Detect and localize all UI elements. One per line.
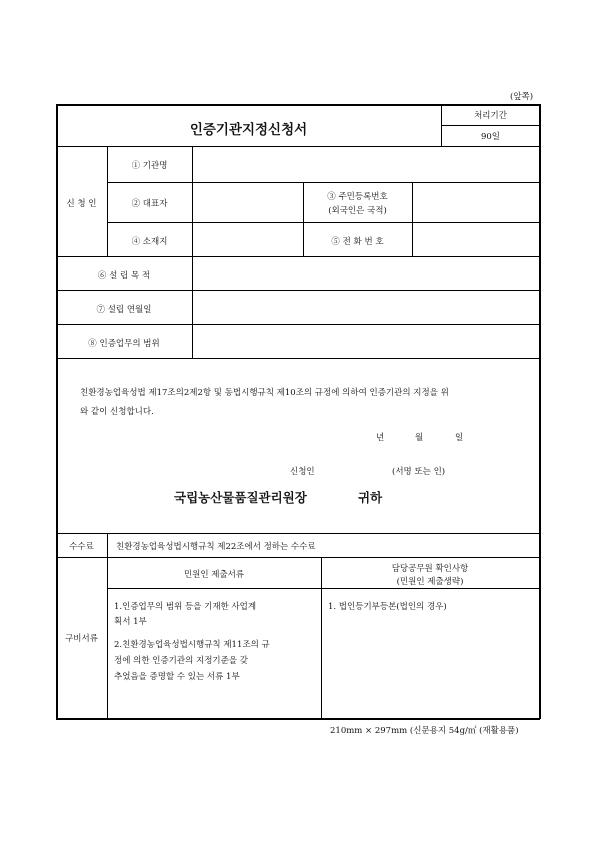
declaration-line-1: 친환경농업육성법 제17조의2제2항 및 동법시행규칙 제10조의 규정에 의하여 인증기관의 지정을 위 — [80, 388, 449, 398]
scope-field[interactable] — [193, 325, 539, 357]
processing-period-value: 90일 — [480, 132, 501, 142]
document-item-2-line-1: 2.친환경농업육성법시행규칙 제11조의 규 — [114, 640, 270, 650]
document-item-2-line-3: 추었음을 증명할 수 있는 서류 1부 — [114, 672, 240, 682]
documents-section-label: 구비서류 — [65, 634, 98, 644]
frame-right-border — [539, 104, 541, 719]
frame-bottom-border — [56, 718, 540, 720]
recipient-name: 국립농산물품질관리원장 — [174, 490, 307, 505]
org-name-label: ① 기관명 — [131, 161, 168, 171]
purpose-field[interactable] — [193, 257, 539, 289]
established-date-label: ⑦ 설립 연월일 — [96, 305, 152, 315]
frame-top-border — [56, 104, 540, 106]
resident-number-label: ③ 주민등록번호 — [327, 192, 388, 202]
resident-number-field[interactable] — [413, 183, 539, 221]
paper-spec-footer: 210mm × 297mm (신문용지 54g/㎡ (재활용품) — [330, 726, 519, 736]
applicant-section-label: 신 청 인 — [66, 199, 97, 209]
document-item-1-line-1: 1.인증업무의 범위 등을 기재한 사업계 — [114, 602, 257, 612]
recipient-honorific: 귀하 — [358, 490, 383, 505]
document-item-1-line-2: 획서 1부 — [114, 617, 147, 627]
date-year-label: 년 — [376, 433, 385, 443]
fee-col-divider — [107, 533, 108, 718]
row-line — [107, 588, 540, 589]
representative-label: ② 대표자 — [131, 199, 168, 209]
scope-label: ⑧ 인증업무의 범위 — [88, 339, 160, 349]
row-line — [56, 557, 540, 558]
officer-check-note: (민원인 제출생략) — [396, 577, 464, 587]
submitted-documents-header: 민원인 제출서류 — [183, 570, 245, 580]
purpose-label: ⑥ 설 립 목 적 — [97, 271, 151, 281]
phone-label: ⑤ 전 화 번 호 — [331, 237, 384, 247]
officer-item-1: 1. 법인등기부등본(법인의 경우) — [328, 602, 447, 612]
document-item-2-line-2: 정에 의한 인증기관의 지정기준을 갖 — [114, 656, 248, 666]
fee-value: 친환경농업육성법시행규칙 제22조에서 정하는 수수료 — [116, 542, 316, 552]
resident-number-note: (외국인은 국적) — [328, 206, 387, 216]
org-name-field[interactable] — [193, 147, 539, 181]
address-field[interactable] — [193, 223, 302, 255]
form-title: 인증기관지정신청서 — [189, 122, 308, 138]
declaration-line-2: 와 같이 신청합니다. — [80, 407, 154, 417]
date-day-label: 일 — [455, 433, 464, 443]
representative-field[interactable] — [193, 183, 302, 221]
fee-label: 수수료 — [69, 542, 94, 552]
officer-check-header: 담당공무원 확인사항 — [391, 564, 469, 574]
page-side-label: (앞쪽) — [510, 92, 534, 102]
address-label: ④ 소재지 — [131, 237, 168, 247]
applicant-sign-label: 신청인 — [290, 467, 315, 477]
row-line — [56, 358, 540, 359]
date-month-label: 월 — [415, 433, 424, 443]
row-line — [56, 533, 540, 534]
processing-period-label: 처리기간 — [474, 111, 507, 121]
phone-field[interactable] — [413, 223, 539, 255]
established-date-field[interactable] — [193, 291, 539, 323]
signature-label: (서명 또는 인) — [392, 467, 446, 477]
processing-divider — [441, 125, 540, 126]
